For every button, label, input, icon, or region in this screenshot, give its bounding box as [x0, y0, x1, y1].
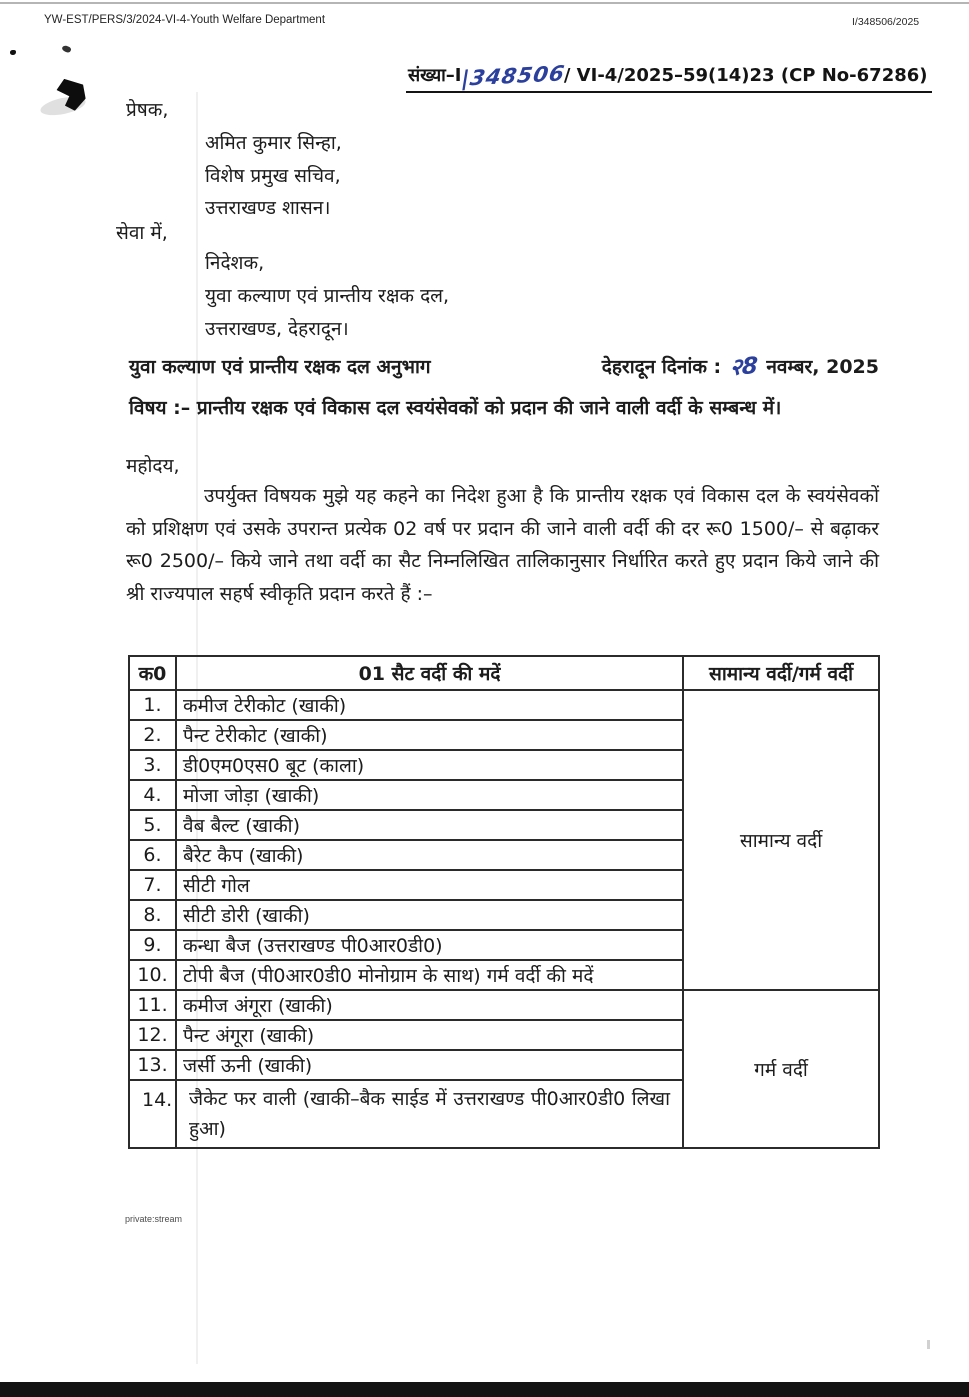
- sender-organisation: उत्तराखण्ड शासन।: [205, 197, 331, 219]
- group-cell-normal-uniform: सामान्य वर्दी: [683, 690, 879, 990]
- item-cell: वैब बैल्ट (खाकी): [176, 810, 683, 840]
- ink-speck: [61, 44, 72, 53]
- group-cell-warm-uniform: गर्म वर्दी: [683, 990, 879, 1148]
- file-reference-header: YW-EST/PERS/3/2024-VI-4-Youth Welfare Department: [44, 14, 326, 26]
- item-cell: जैकेट फर वाली (खाकी–बैक साईड में उत्तराखण्ड पी0आर0डी0 लिखा हुआ): [176, 1080, 683, 1148]
- salutation: महोदय,: [126, 455, 180, 477]
- item-cell: डी0एम0एस0 बूट (काला): [176, 750, 683, 780]
- col-category-header: सामान्य वर्दी/गर्म वर्दी: [683, 656, 879, 690]
- subject-line: विषय :– प्रान्तीय रक्षक एवं विकास दल स्वयंसेवकों को प्रदान की जाने वाली वर्दी के सम्बन्ध में।: [129, 397, 782, 419]
- item-cell: कमीज टेरीकोट (खाकी): [176, 690, 683, 720]
- serial-cell: 1.: [129, 690, 176, 720]
- item-cell: सीटी गोल: [176, 870, 683, 900]
- item-cell: कमीज अंगूरा (खाकी): [176, 990, 683, 1020]
- date-suffix: नवम्बर, 2025: [766, 356, 879, 378]
- section-date-row: [129, 348, 879, 380]
- doc-number-prefix: संख्या–I: [408, 65, 462, 86]
- item-cell: कन्धा बैज (उत्तराखण्ड पी0आर0डी0): [176, 930, 683, 960]
- table-row: [129, 990, 879, 1020]
- scan-edge-line: [0, 2, 969, 4]
- item-cell: सीटी डोरी (खाकी): [176, 900, 683, 930]
- item-cell: मोजा जोड़ा (खाकी): [176, 780, 683, 810]
- recipient-department: युवा कल्याण एवं प्रान्तीय रक्षक दल,: [205, 285, 450, 307]
- item-cell: टोपी बैज (पी0आर0डी0 मोनोग्राम के साथ) गर्म वर्दी की मदें: [176, 960, 683, 990]
- serial-cell: 6.: [129, 840, 176, 870]
- sender-name: अमित कुमार सिन्हा,: [205, 132, 342, 154]
- item-cell: पैन्ट टेरीकोट (खाकी): [176, 720, 683, 750]
- place-date-prefix: देहरादून दिनांक :: [601, 356, 722, 378]
- serial-cell: 7.: [129, 870, 176, 900]
- doc-number-suffix: / VI-4/2025–59(14)23 (CP No-67286): [563, 65, 928, 86]
- handwritten-date: २8: [729, 353, 759, 381]
- place-and-date: [602, 348, 879, 380]
- serial-cell: 14.: [129, 1080, 176, 1148]
- serial-cell: 3.: [129, 750, 176, 780]
- serial-cell: 9.: [129, 930, 176, 960]
- serial-cell: 8.: [129, 900, 176, 930]
- table-header-row: [129, 656, 879, 690]
- serial-cell: 10.: [129, 960, 176, 990]
- sender-label: प्रेषक,: [126, 99, 169, 121]
- eoffice-number-header: I/348506/2025: [852, 16, 920, 28]
- private-stream-watermark: private:stream: [125, 1214, 183, 1224]
- table-row: [129, 690, 879, 720]
- recipient-block: [205, 247, 449, 346]
- recipient-label: सेवा में,: [116, 222, 168, 244]
- uniform-items-table: [128, 655, 880, 1149]
- ink-speck: [10, 50, 16, 55]
- sender-block: [205, 127, 342, 225]
- serial-cell: 2.: [129, 720, 176, 750]
- ink-speck: [927, 1340, 930, 1349]
- scan-bottom-bar: [0, 1382, 969, 1397]
- recipient-place: उत्तराखण्ड, देहरादून।: [205, 318, 349, 340]
- serial-cell: 5.: [129, 810, 176, 840]
- handwritten-file-number: |348506: [459, 61, 567, 91]
- serial-cell: 4.: [129, 780, 176, 810]
- doc-number-line: [406, 62, 932, 93]
- serial-cell: 12.: [129, 1020, 176, 1050]
- item-cell: पैन्ट अंगूरा (खाकी): [176, 1020, 683, 1050]
- serial-cell: 11.: [129, 990, 176, 1020]
- item-cell: बैरेट कैप (खाकी): [176, 840, 683, 870]
- serial-cell: 13.: [129, 1050, 176, 1080]
- col-serial-header: क0: [129, 656, 176, 690]
- recipient-designation: निदेशक,: [205, 252, 265, 274]
- sender-designation: विशेष प्रमुख सचिव,: [205, 164, 341, 187]
- section-name: युवा कल्याण एवं प्रान्तीय रक्षक दल अनुभाग: [129, 356, 431, 378]
- col-items-header: 01 सैट वर्दी की मदें: [176, 656, 683, 690]
- item-cell: जर्सी ऊनी (खाकी): [176, 1050, 683, 1080]
- body-paragraph: उपर्युक्त विषयक मुझे यह कहने का निदेश हुआ है कि प्रान्तीय रक्षक एवं विकास दल के स्वयंसेवकों को प्रशिक्षण एवं उसके उपरान्त प्रत्येक 02 वर्ष पर प्रदान की जाने वाली वर्दी की दर रू0 1500/– से बढ़ाकर रू0 2500/– किये जाने तथा वर्दी का सैट निम्नलिखित तालिकानुसार निर्धारित करते हुए प्रदान किये जाने की श्री राज्यपाल सहर्ष स्वीकृति प्रदान करते हैं :–: [126, 485, 879, 605]
